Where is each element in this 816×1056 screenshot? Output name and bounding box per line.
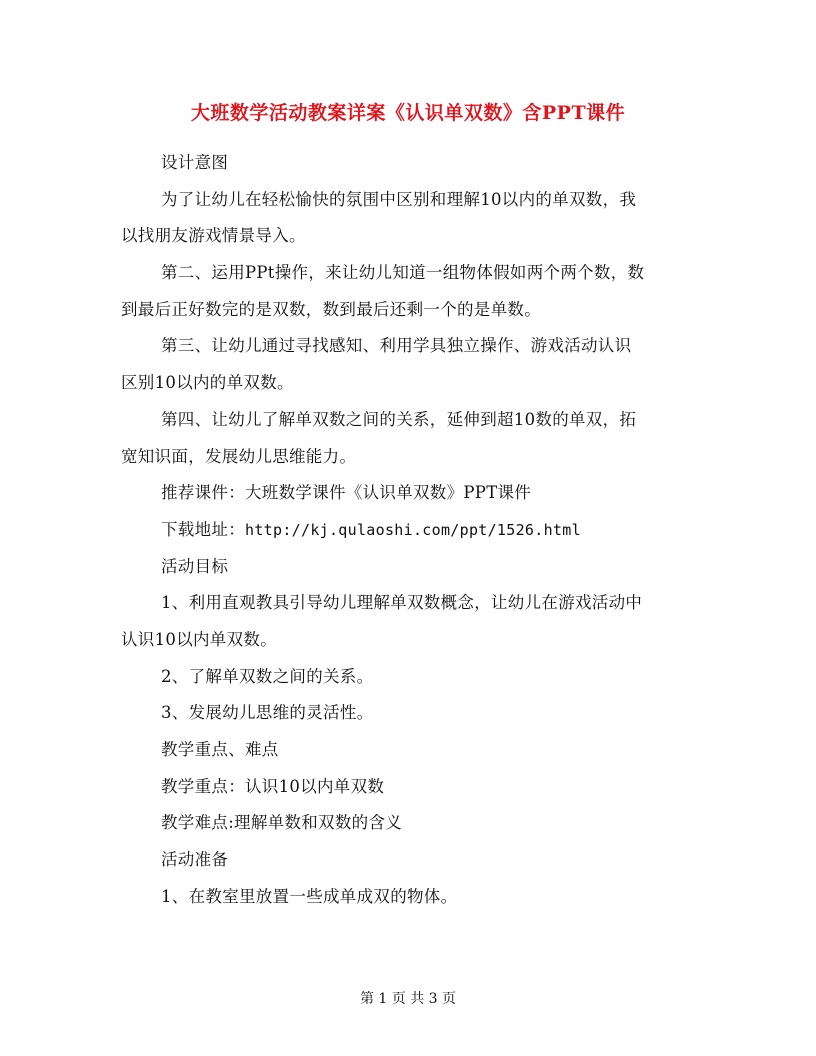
page-footer: 第 1 页 共 3 页 — [359, 991, 457, 1007]
download-label: 下载地址： — [161, 519, 245, 539]
list-item: 3、发展幼儿思维的灵活性。 — [161, 703, 374, 723]
section-heading: 活动目标 — [161, 556, 229, 576]
paragraph-line: 教学重点：认识10以内单双数 — [161, 776, 385, 796]
section-heading: 设计意图 — [161, 153, 229, 172]
document-title: 大班数学活动教案详案《认识单双数》含PPT课件 — [190, 102, 626, 124]
paragraph-line: 第四、让幼儿了解单双数之间的关系，延伸到超10数的单双，拓 — [161, 409, 637, 429]
paragraph-line: 区别10以内的单双数。 — [121, 373, 294, 393]
download-link[interactable]: http://kj.qulaoshi.com/ppt/1526.html — [245, 520, 581, 539]
paragraph-line: 宽知识面，发展幼儿思维能力。 — [121, 446, 357, 466]
list-item: 1、在教室里放置一些成单成双的物体。 — [161, 886, 458, 906]
paragraph-line: 以找朋友游戏情景导入。 — [121, 226, 306, 246]
paragraph-line: 第二、运用PPt操作，来让幼儿知道一组物体假如两个两个数，数 — [161, 263, 645, 283]
download-line — [121, 512, 701, 549]
list-item: 1、利用直观教具引导幼儿理解单双数概念，让幼儿在游戏活动中 — [161, 593, 643, 613]
list-item: 2、了解单双数之间的关系。 — [161, 666, 374, 686]
section-heading: 活动准备 — [161, 850, 229, 870]
paragraph-line: 教学难点:理解单数和双数的含义 — [161, 813, 403, 833]
section-heading: 教学重点、难点 — [161, 740, 279, 759]
list-item-continuation: 认识10以内单双数。 — [121, 629, 277, 649]
paragraph-line: 到最后正好数完的是双数，数到最后还剩一个的是单数。 — [121, 299, 541, 319]
recommended-courseware: 推荐课件：大班数学课件《认识单双数》PPT课件 — [161, 483, 532, 503]
paragraph-line: 第三、让幼儿通过寻找感知、利用学具独立操作、游戏活动认识 — [161, 336, 632, 356]
document-body — [121, 145, 701, 915]
paragraph-line: 为了让幼儿在轻松愉快的氛围中区别和理解10以内的单双数，我 — [161, 189, 637, 209]
